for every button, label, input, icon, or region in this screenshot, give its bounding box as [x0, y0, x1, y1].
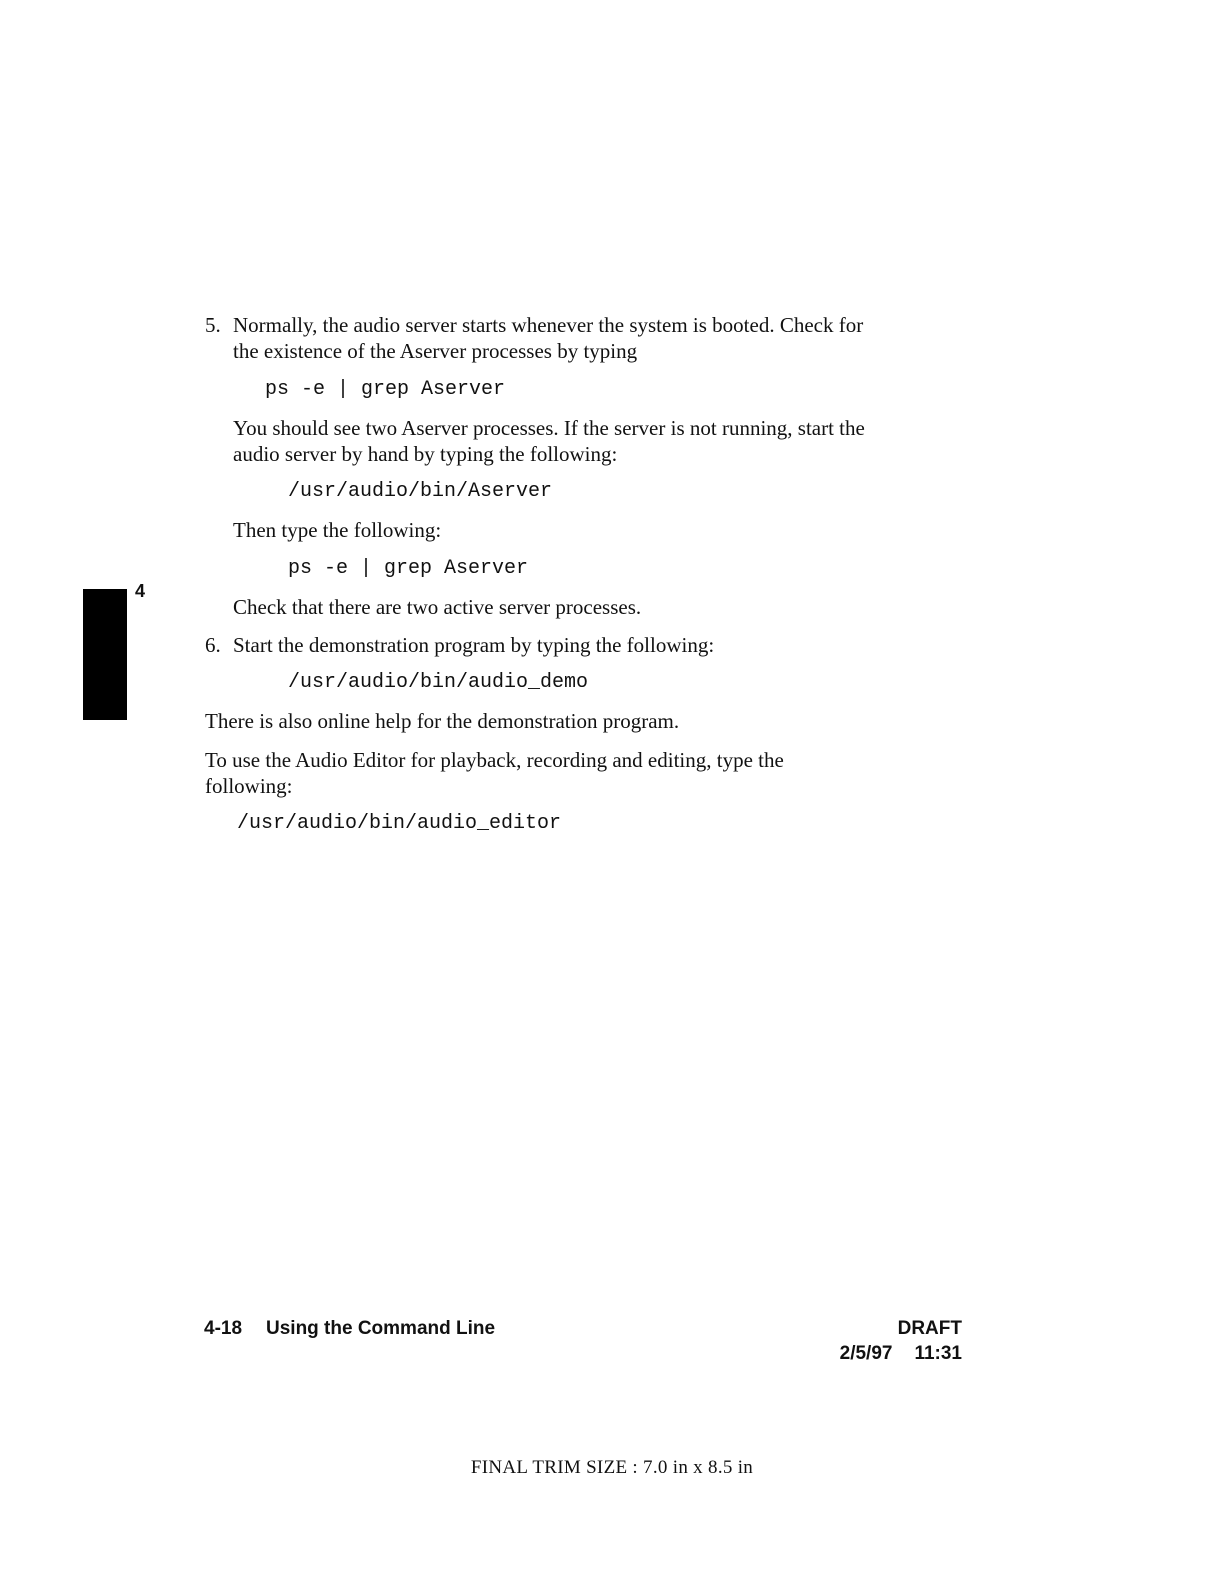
editor-paragraph-line-2: following:	[205, 774, 293, 798]
chapter-tab-marker	[83, 589, 127, 720]
footer-draft-status: DRAFT	[897, 1318, 962, 1339]
step-6-number: 6.	[205, 633, 221, 657]
footer-date-time	[840, 1342, 962, 1366]
footer-date: 2/5/97	[839, 1343, 893, 1364]
step-5-para-2-line-1: You should see two Aserver processes. If the server is not running, start the	[233, 416, 865, 440]
step-5-para-2-line-2: audio server by hand by typing the following:	[233, 442, 618, 466]
footer-page-ref: 4-18	[204, 1318, 243, 1339]
footer-time: 11:31	[914, 1343, 962, 1364]
command-audio-demo: /usr/audio/bin/audio_demo	[288, 671, 589, 694]
step-6-line-1: Start the demonstration program by typing the following:	[233, 633, 715, 657]
footer-section-title: Using the Command Line	[266, 1318, 496, 1339]
command-aserver: /usr/audio/bin/Aserver	[288, 480, 553, 503]
step-5-para-3: Then type the following:	[233, 518, 442, 542]
step-5-number: 5.	[205, 313, 221, 337]
editor-paragraph-line-1: To use the Audio Editor for playback, recording and editing, type the	[205, 748, 784, 772]
step-5-line-1: Normally, the audio server starts whenever the system is booted. Check for	[233, 313, 864, 337]
step-5-para-4: Check that there are two active server processes.	[233, 595, 642, 619]
help-paragraph: There is also online help for the demonstration program.	[205, 709, 680, 733]
command-ps-grep-2: ps -e | grep Aserver	[288, 557, 529, 580]
chapter-tab-number: 4	[135, 581, 146, 601]
command-ps-grep-1: ps -e | grep Aserver	[265, 378, 506, 401]
trim-size-note: FINAL TRIM SIZE : 7.0 in x 8.5 in	[470, 1457, 754, 1478]
command-audio-editor: /usr/audio/bin/audio_editor	[237, 812, 562, 835]
step-5-line-2: the existence of the Aserver processes by typing	[233, 339, 638, 363]
